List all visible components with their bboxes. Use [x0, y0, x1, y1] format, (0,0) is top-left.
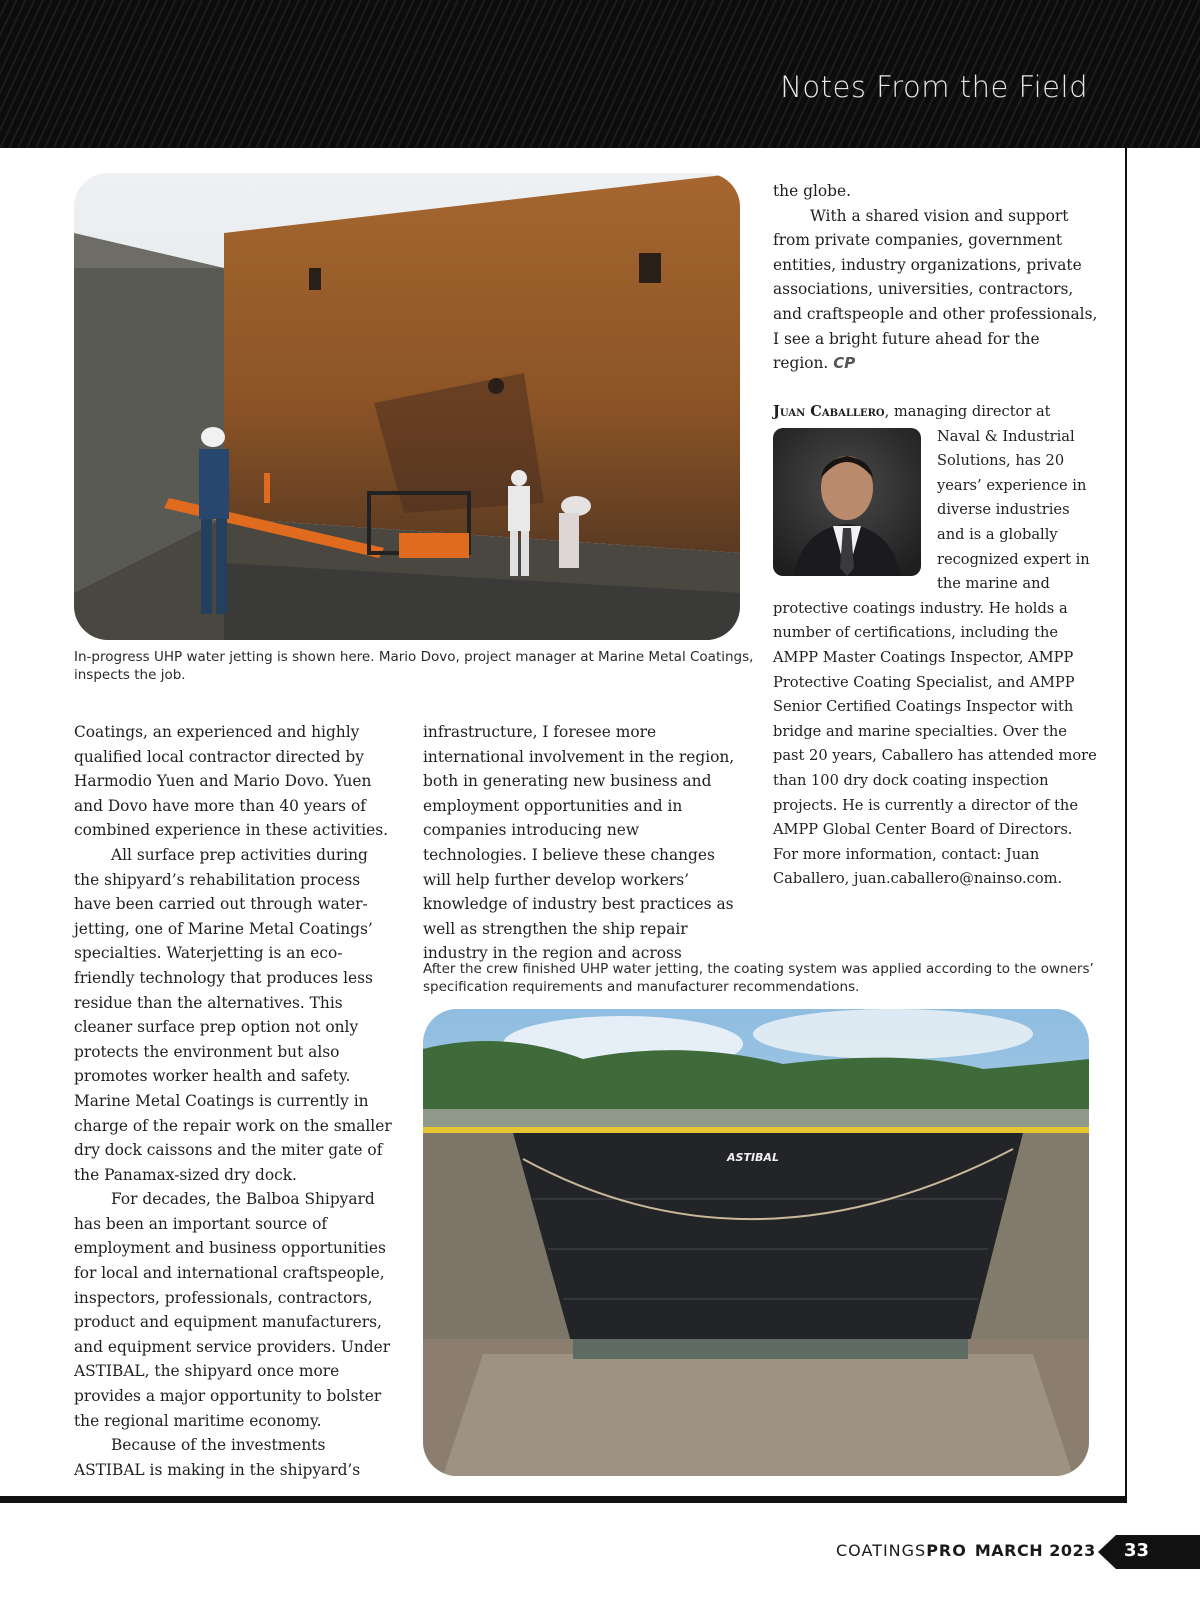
bio-lead: , managing director at: [884, 403, 1051, 420]
paragraph-text: With a shared vision and support from private companies, government entities, industry organizations, private associations, universities, contractors, and craftspeople and other professionals, I see a bright future ahead for the region.: [773, 206, 1098, 373]
paragraph: infrastructure, I foresee more international involvement in the region, both in generating new business and employment opportunities and in companies introducing new technologies. I believe these changes will help further develop workers’ knowledge of industry best practices as well as strengthen the ship repair industry in the region and across: [423, 723, 735, 963]
page-header: [0, 0, 1200, 148]
paragraph: the globe.: [773, 182, 851, 200]
bottom-rule: [0, 1496, 1127, 1503]
paragraph: Coatings, an experienced and highly qualified local contractor directed by Harmodio Yuen and Mario Dovo. Yuen and Dovo have more than 40 years of combined experience in these activities.: [74, 723, 389, 840]
author-bio: [773, 400, 1098, 892]
author-headshot: [773, 428, 921, 576]
paragraph: Because of the investments ASTIBAL is making in the shipyard’s: [74, 1436, 361, 1479]
end-mark: CP: [833, 354, 856, 373]
bio-body: Naval & Industrial Solutions, has 20 years’ experience in diverse industries and is a globally recognized expert in the marine and protective coatings industry. He holds a number of certifications, including the AMPP Master Coatings Inspector, AMPP Protective Coating Specialist, and AMPP Senior Certified Coatings Inspector with bridge and marine specialties. Over the past 20 years, Caballero has attended more than 100 dry dock coating inspection projects. He is currently a director of the AMPP Global Center Board of Directors. For more information, contact: Juan Caballero, juan.caballero@nainso.com.: [773, 427, 1097, 888]
footer-brand: [836, 1541, 1096, 1560]
photo-dry-dock-caisson: [423, 1009, 1089, 1476]
author-name: Juan Caballero: [773, 403, 885, 420]
brand-pro: PRO: [926, 1541, 967, 1560]
issue-date: MARCH 2023: [974, 1541, 1096, 1560]
section-title: Notes From the Field: [780, 70, 1088, 104]
photo-caption-top: In-progress UHP water jetting is shown here. Mario Dovo, project manager at Marine Metal Coatings, inspects the job.: [74, 649, 754, 683]
right-rule: [1125, 148, 1127, 1502]
brand-coatings: COATINGS: [836, 1541, 927, 1560]
page-number: 33: [1124, 1540, 1150, 1561]
paragraph-final: [773, 204, 1098, 376]
article-column-1: [74, 720, 394, 1482]
paragraph: All surface prep activities during the shipyard’s rehabilitation process have been carried out through water-jetting, one of Marine Metal Coatings’ specialties. Waterjetting is an eco-friendly technology that produces less residue than the alternatives. This cleaner surface prep option not only protects the environment but also promotes worker health and safety. Marine Metal Coatings is currently in charge of the repair work on the smaller dry dock caissons and the miter gate of the Panamax-sized dry dock.: [74, 845, 392, 1184]
paragraph: For decades, the Balboa Shipyard has been an important source of employment and business opportunities for local and international craftspeople, inspectors, professionals, contractors, product and equipment manufacturers, and equipment service providers. Under ASTIBAL, the shipyard once more provides a major opportunity to bolster the regional maritime economy.: [74, 1190, 391, 1430]
article-column-3: [773, 179, 1098, 376]
photo-caption-bottom: After the crew finished UHP water jetting, the coating system was applied according to the owners’ specification requirements and manufacturer recommendations.: [423, 961, 1094, 995]
photo-water-jetting: [74, 173, 740, 640]
bio-first-line: [773, 400, 1098, 425]
article-column-2: [423, 720, 743, 966]
hull-name-text: ASTIBAL: [727, 1151, 779, 1164]
